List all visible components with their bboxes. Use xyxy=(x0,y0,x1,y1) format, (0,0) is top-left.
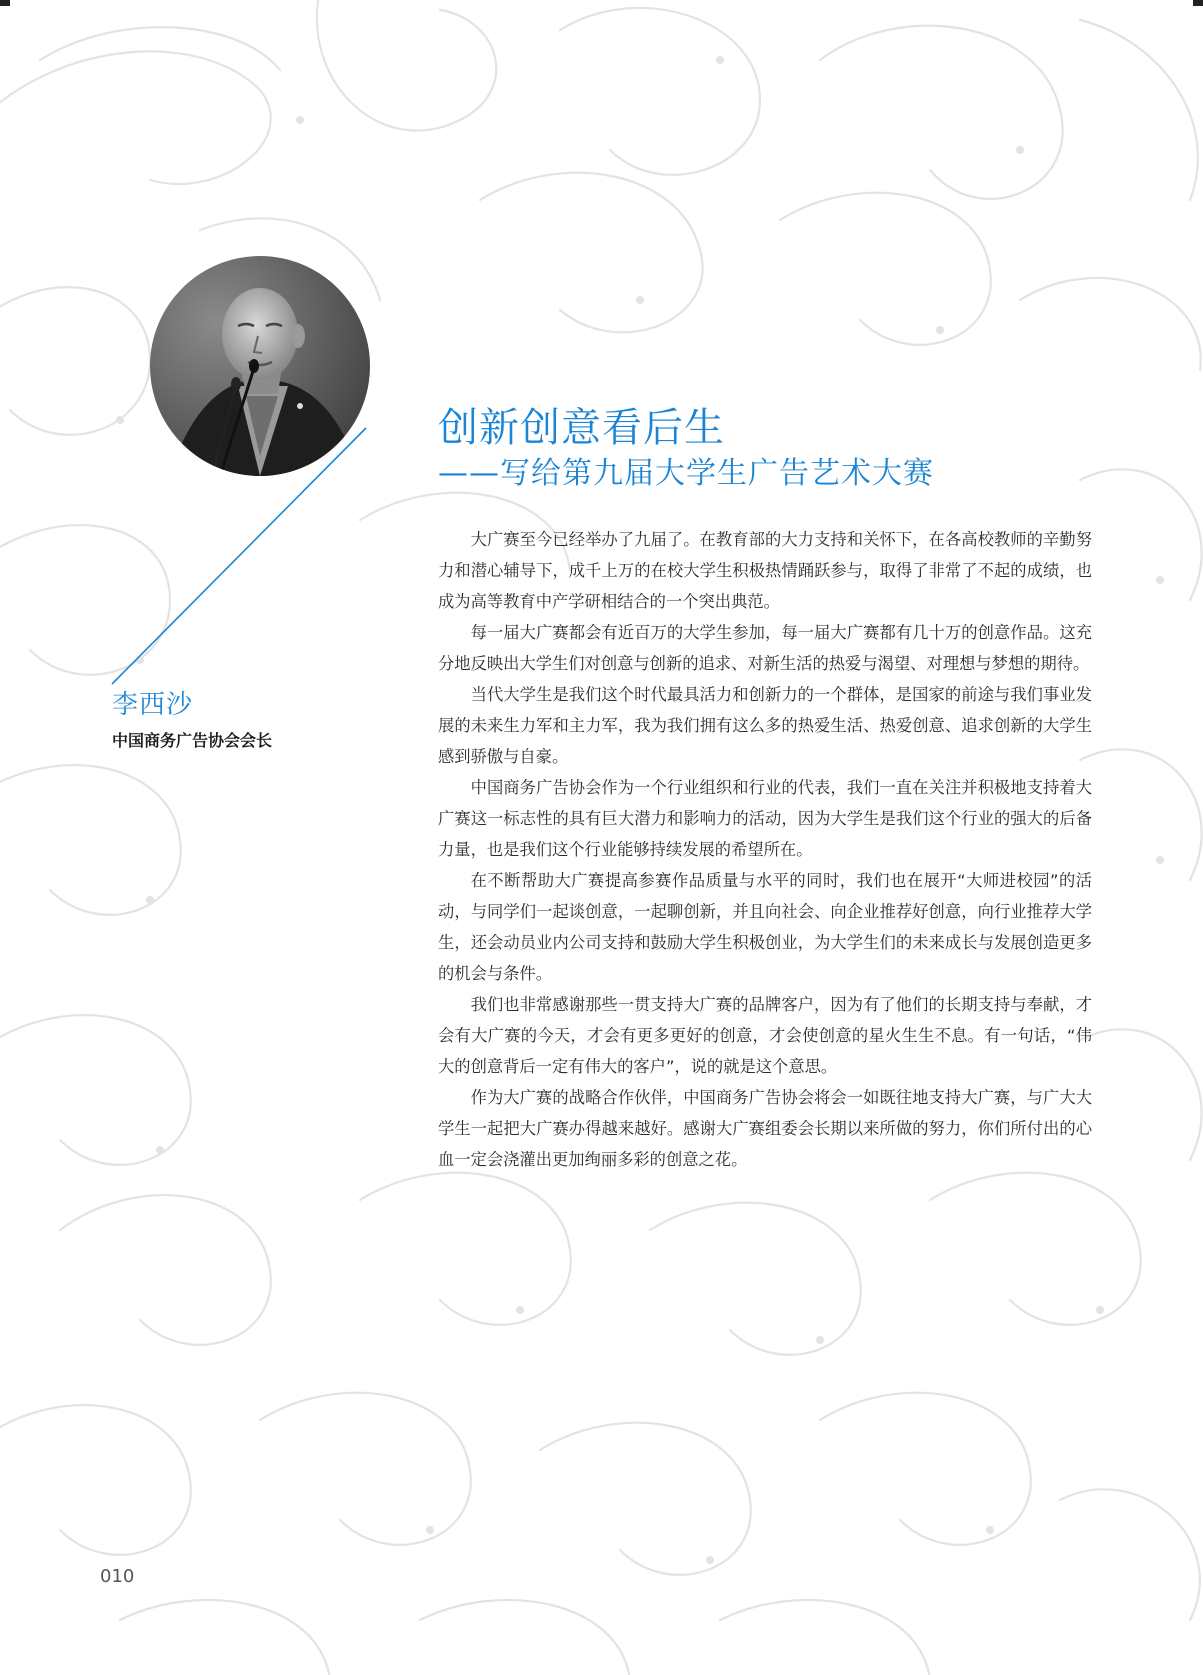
article-body xyxy=(438,524,1092,1175)
author-position: 中国商务广告协会会长 xyxy=(112,731,273,750)
article-title: 创新创意看后生 xyxy=(438,405,725,451)
paragraph: 当代大学生是我们这个时代最具活力和创新力的一个群体，是国家的前途与我们事业发展的未来生力军和主力军，我为我们拥有这么多的热爱生活、热爱创意、追求创新的大学生感到骄傲与自豪。 xyxy=(438,685,1092,766)
paragraph: 在不断帮助大广赛提高参赛作品质量与水平的同时，我们也在展开“大师进校园”的活动，与同学们一起谈创意，一起聊创新，并且向社会、向企业推荐好创意，向行业推荐大学生，还会动员业内公司支持和鼓励大学生积极创业，为大学生们的未来成长与发展创造更多的机会与条件。 xyxy=(438,871,1092,983)
paragraph: 大广赛至今已经举办了九届了。在教育部的大力支持和关怀下，在各高校教师的辛勤努力和潜心辅导下，成千上万的在校大学生积极热情踊跃参与，取得了非常了不起的成绩，也成为高等教育中产学研相结合的一个突出典范。 xyxy=(438,530,1092,611)
article-subtitle: ——写给第九届大学生广告艺术大赛 xyxy=(438,456,934,491)
paragraph: 每一届大广赛都会有近百万的大学生参加，每一届大广赛都有几十万的创意作品。这充分地反映出大学生们对创意与创新的追求、对新生活的热爱与渴望、对理想与梦想的期待。 xyxy=(438,623,1092,673)
crop-mark-left xyxy=(0,0,10,6)
paragraph: 中国商务广告协会作为一个行业组织和行业的代表，我们一直在关注并积极地支持着大广赛这一标志性的具有巨大潜力和影响力的活动，因为大学生是我们这个行业的强大的后备力量，也是我们这个行业能够持续发展的希望所在。 xyxy=(438,778,1092,859)
page-number: 010 xyxy=(100,1566,135,1587)
author-portrait xyxy=(150,256,370,476)
paragraph: 作为大广赛的战略合作伙伴，中国商务广告协会将会一如既往地支持大广赛，与广大大学生一起把大广赛办得越来越好。感谢大广赛组委会长期以来所做的努力，你们所付出的心血一定会浇灌出更加绚丽多彩的创意之花。 xyxy=(438,1088,1092,1169)
author-name: 李西沙 xyxy=(112,690,194,720)
crop-mark-right xyxy=(1193,0,1203,6)
paragraph: 我们也非常感谢那些一贯支持大广赛的品牌客户，因为有了他们的长期支持与奉献，才会有大广赛的今天，才会有更多更好的创意，才会使创意的星火生生不息。有一句话，“伟大的创意背后一定有伟大的客户”，说的就是这个意思。 xyxy=(438,995,1092,1076)
